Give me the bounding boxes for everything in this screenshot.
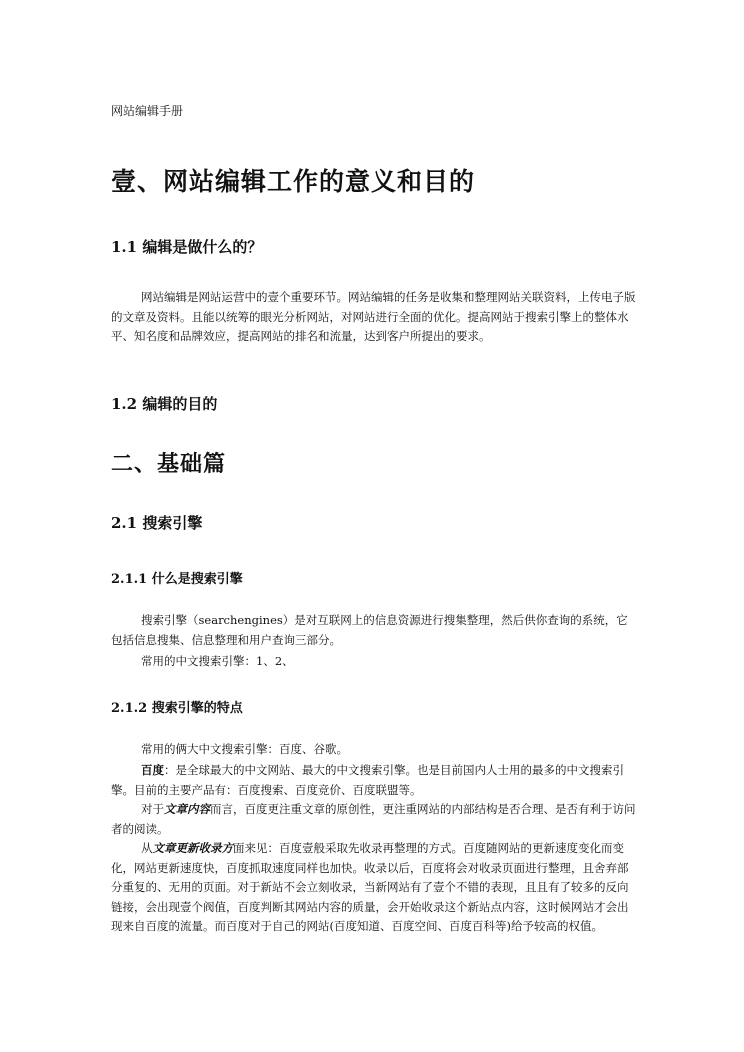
baidu-description: ：是全球最大的中文网站、最大的中文搜索引擎。也是目前国内人士用的最多的中文搜索引擎。目前的主要产品有：百度搜索、百度竞价、百度联盟等。	[111, 763, 624, 797]
section-2-1-2-paragraph-1: 常用的俩大中文搜索引擎：百度、谷歌。	[141, 742, 348, 756]
section-2-1-1-paragraph-1: 搜索引擎（searchengines）是对互联网上的信息资源进行搜集整理，然后供你查询的系统，它包括信息搜集、信息整理和用户查询三部分。	[111, 613, 628, 647]
para3-prefix: 对于	[141, 802, 164, 816]
section-1-title: 壹、网站编辑工作的意义和目的	[111, 167, 476, 196]
section-1-1-paragraph: 网站编辑是网站运营中的壹个重要环节。网站编辑的任务是收集和整理网站关联资料，上传电子版的文章及资料。且能以统筹的眼光分析网站，对网站进行全面的优化。提高网站于搜索引擎上的整体水平、知名度和品牌效应，提高网站的排名和流量，达到客户所提出的要求。	[111, 290, 636, 343]
para4-rest: 面来见：百度壹般采取先收录再整理的方式。百度随网站的更新速度变化而变化，网站更新速度快，百度抓取速度同样也加快。收录以后，百度将会对收录页面进行整理，且舍弃部分重复的、无用的页面。对于新站不会立刻收录，当新网站有了壹个不错的表现，且且有了较多的反向链接，会出现壹个阀值，百度判断其网站内容的质量，会开始收录这个新站点内容，这时候网站才会出现来自百度的流量。而百度对于自己的网站(百度知道、百度空间、百度百科等)给予较高的权值。	[111, 841, 629, 933]
para4-prefix: 从	[141, 841, 153, 855]
baidu-label: 百度	[141, 763, 164, 777]
article-content-emphasis: 文章内容	[164, 802, 210, 816]
section-2-1-2-title: 2.1.2 搜索引擎的特点	[111, 701, 243, 716]
page-header: 网站编辑手册	[111, 104, 184, 118]
section-1-2-title: 1.2 编辑的目的	[111, 395, 218, 413]
section-2-1-title: 2.1 搜索引擎	[111, 514, 203, 532]
section-1-1-title: 1.1 编辑是做什么的？	[111, 238, 263, 256]
para3-rest: 而言，百度更注重文章的原创性，更注重网站的内部结构是否合理、是否有利于访问者的阅读。	[111, 802, 636, 836]
section-2-1-2-paragraph-2	[111, 761, 636, 800]
section-2-1-2-paragraph-4	[111, 839, 636, 937]
section-2-1-1-paragraph-2: 常用的中文搜索引擎：1、2、	[141, 654, 294, 668]
section-2-1-2-paragraph-3	[111, 800, 636, 839]
update-indexing-emphasis: 文章更新收录方	[152, 841, 233, 855]
section-2-title: 二、基础篇	[111, 451, 227, 477]
section-2-1-1-title: 2.1.1 什么是搜索引擎	[111, 572, 243, 587]
